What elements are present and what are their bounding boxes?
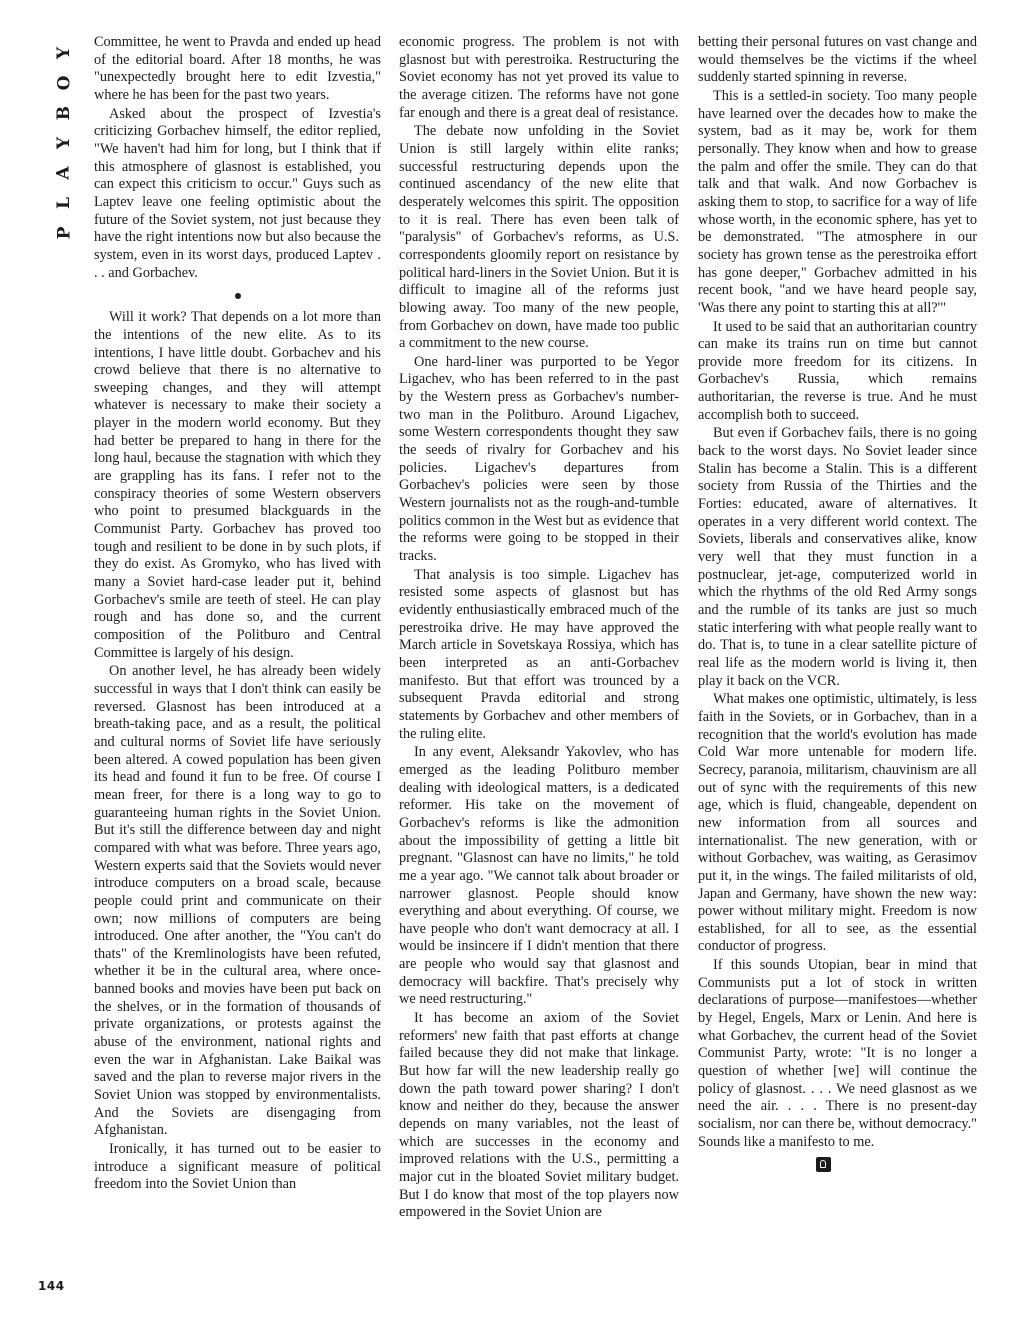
paragraph: It has become an axiom of the Soviet reformers' new faith that past efforts at change failed because they did not make that linkage. But how far will the new leadership really go down the path toward power sharing? I don't know and neither do they, because the answer depends on many variables, not the least of which are successes in the economy and improved relations with the U.S., permitting a major cut in the bloated Soviet military budget. But I do know that most of the top players now empowered in the Soviet Union are [399,1010,679,1221]
title-letter: P [53,226,74,240]
rabbit-head-end-mark-icon [816,1157,831,1172]
section-divider-bullet [94,288,381,304]
magazine-title-vertical [52,40,76,246]
title-letter: B [54,105,74,121]
title-letter: Y [53,46,74,60]
paragraph: Committee, he went to Pravda and ended up head of the editorial board. After 18 months, he was "unexpectedly brought here to edit Izvestia," where he has been for the past two years. [94,34,381,103]
article-column-2 [399,34,679,1300]
paragraph: Will it work? That depends on a lot more than the intentions of the new elite. As to its intentions, I have little doubt. Gorbachev and his crowd believe that there is no alternative to sweeping changes, and they will attempt whatever is necessary to make their society a player in the modern world economy. But they had better be prepared to hang in there for the long haul, because the stagnation with which they are grappling has its fans. I refer not to the conspiracy theories of some Western observers who point to presumed blackguards in the Communist Party. Gorbachev has proved too tough and resilient to be done in by such plots, if they do exist. As Gromyko, who has lived with many a Soviet hard-case leader put it, behind Gorbachev's smile are teeth of steel. He can play rough and has done so, and the current composition of the Politburo and Central Committee is largely of his design. [94,309,381,661]
title-letter: L [53,197,74,209]
paragraph: What makes one optimistic, ultimately, is less faith in the Soviets, or in Gorbachev, than in a recognition that the world's evolution has made Cold War more untenable for modern life. Secrecy, paranoia, militarism, chauvinism are all out of sync with the requirements of this new age, which is fluid, changeable, dependent on new information from all sources and internationalist. The new generation, with or without Gorbachev, was waiting, as Gerasimov put it, in the wings. The failed militarists of old, Japan and Germany, have shown the new way: power without military might. Freedom is now established, for all to see, as the essential conductor of progress. [698,691,977,955]
paragraph: betting their personal futures on vast change and would themselves be the victims if the wheel suddenly started spinning in reverse. [698,34,977,86]
paragraph: Asked about the prospect of Izvestia's criticizing Gorbachev himself, the editor replied, "We haven't had him for long, but I think that if this atmosphere of glasnost is established, you can expect this criticism to occur." Guys such as Laptev leave one feeling optimistic about the future of the Soviet system, not just because they have the right intentions now but also because the system, even in its worst days, produced Laptev . . . and Gorbachev. [94,105,381,281]
paragraph: It used to be said that an authoritarian country can make its trains run on time but cannot provide more freedom for its citizens. In Gorbachev's Russia, which remains authoritarian, the reverse is true. And he must accomplish both to succeed. [698,318,977,423]
paragraph: economic progress. The problem is not with glasnost but with perestroika. Restructuring the Soviet economy has not yet proved its value to the average citizen. The reforms have not gone far enough and there is a great deal of resistance. [399,34,679,121]
paragraph: This is a settled-in society. Too many people have learned over the decades how to make the system, bad as it may be, work for them personally. They know when and how to grease the palm and offer the smile. They can do that talk and that walk. And now Gorbachev is asking them to stop, to sacrifice for a way of life whose worth, in the economic sphere, has yet to be demonstrated. "The atmosphere in our society has grown tense as the perestroika effort has gone deeper," Gorbachev admitted in his recent book, "and we have heard people say, 'Was there any point to starting this at all?'" [698,87,977,316]
paragraph: That analysis is too simple. Ligachev has resisted some aspects of glasnost but has evidently enthusiastically embraced much of the perestroika drive. He may have approved the March article in Sovetskaya Rossiya, which has been interpreted as an anti-Gorbachev manifesto. But that effort was trounced by a subsequent Pravda editorial and strong statements by Gorbachev and other members of the ruling elite. [399,566,679,742]
article-column-3 [698,34,977,1300]
paragraph: In any event, Aleksandr Yakovlev, who has emerged as the leading Politburo member dealing with ideological matters, is a dedicated reformer. His take on the movement of Gorbachev's reforms is like the admonition about the impossibility of getting a little bit pregnant. "Glasnost can have no limits," he told me a year ago. "We cannot talk about broader or narrower glasnost. People should know everything and about everything. Of course, we have people who don't want democracy at all. I would be insincere if I didn't mention that there are people who would say that glasnost and democracy will backfire. That's precisely why we need restructuring." [399,744,679,1008]
paragraph: But even if Gorbachev fails, there is no going back to the worst days. No Soviet leader since Stalin has become a Stalin. This is a different society from Russia of the Thirties and the Forties: educated, aware of alternatives. It operates in a very different world context. The Soviets, liberals and conservatives alike, know very well that they must function in a postnuclear, jet-age, computerized world in which the rhythms of the old Red Army songs and the rumble of its tanks are just so much static interfering with what people really want to do. That is, to tune in a clear satellite picture of real life as the modern world is living it, then play it back on the VCR. [698,425,977,689]
page-number: 144 [38,1279,65,1293]
paragraph: Ironically, it has turned out to be easier to introduce a significant measure of political freedom into the Soviet Union than [94,1141,381,1193]
paragraph: One hard-liner was purported to be Yegor Ligachev, who has been referred to in the past by the Western press as Gorbachev's number-two man in the Politburo. Around Ligachev, some Western correspondents thought they saw the seeds of rivalry for Gorbachev and his policies. Ligachev's departures from Gorbachev's policies were seen by those Western journalists not as the rough-and-tumble politics common in the West but as evidence that the reforms were going to be stopped in their tracks. [399,353,679,565]
title-letter: Y [53,136,74,150]
article-column-1 [94,34,381,1300]
paragraph: If this sounds Utopian, bear in mind that Communists put a lot of stock in written declarations of purpose—manifestoes—whether by Hegel, Engels, Marx or Lenin. And here is what Gorbachev, the current head of the Soviet Communist Party, wrote: "It is no longer a question of whether [we] will continue the policy of glasnost. . . . We need glasnost as we need the air. . . . There is no present-day socialism, nor can there be, without democracy." Sounds like a manifesto to me. [698,957,977,1150]
paragraph: On another level, he has already been widely successful in ways that I don't think can easily be reversed. Glasnost has been introduced at a breath-taking pace, and as a result, the political and cultural norms of Soviet life have seriously been altered. A cowed population has been given its head and found it fun to be free. Of course I mean freer, for there is a long way to go to guaranteeing human rights in the Soviet Union. But it's still the difference between day and night compared with what was before. Three years ago, Western experts said that the Soviets would never introduce computers on a broad scale, because people could print and communicate on their own; now millions of computers are being introduced. One after another, the "You can't do thats" of the Kremlinologists have been refuted, whether it be in the cultural area, where once-banned books and movies have been put back on the shelves, or in the formation of thousands of private organizations, or protests against the abuse of the environment, national rights and even the war in Afghanistan. Lake Baikal was saved and the plan to reverse major rivers in the Soviet Union was stopped by environmentalists. And the Soviets are disengaging from Afghanistan. [94,663,381,1139]
paragraph: The debate now unfolding in the Soviet Union is still largely within elite ranks; successful restructuring depends upon the continued ascendancy of the new elite that desperately welcomes this spirit. The opposition to it is real. There has even been talk of "paralysis" of Gorbachev's reforms, as U.S. correspondents gloomily report on resistance by political hard-liners in the Soviet Union. But it is difficult to imagine all of the reforms just blowing away. Too many of the new people, from Gorbachev on down, have made too public a commitment to the new course. [399,123,679,352]
title-letter: A [53,166,74,180]
title-letter: O [54,75,74,91]
